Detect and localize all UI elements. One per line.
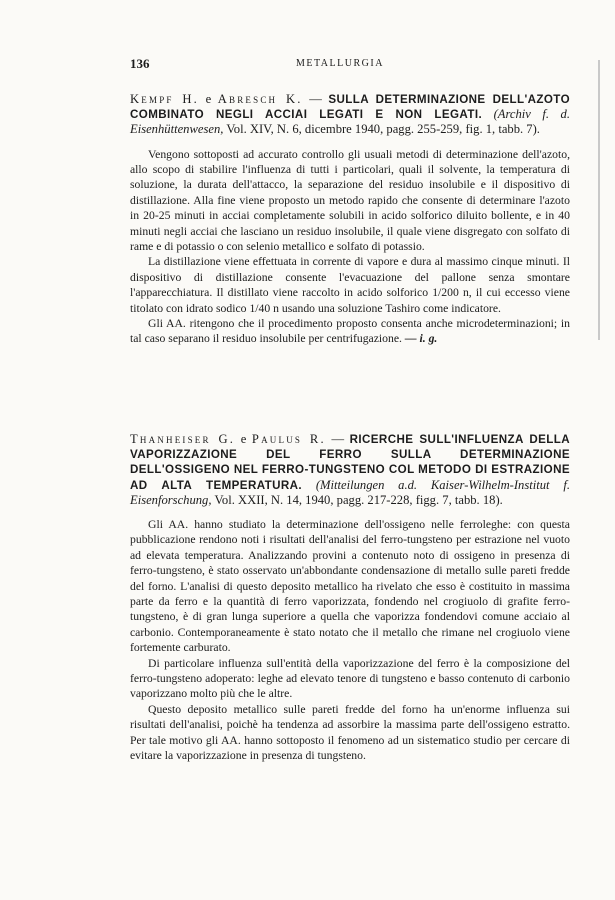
article-2-paragraph: Questo deposito metallico sulle pareti fredde del forno ha un'enorme influenza sui risultati dell'analisi, poichè ha tendenza ad assorbire la massima parte dell'ossigeno estratto. Per tale motivo gli AA. hanno sottoposto il fenomeno ad un sistematico studio per cercare di evitare la vaporizzazione in presenza di tungsteno. bbox=[130, 702, 570, 763]
article-1-author-2: Abresch K. bbox=[217, 92, 303, 106]
article-2 bbox=[130, 432, 570, 764]
article-2-author-1: Thanheiser G. bbox=[130, 432, 236, 446]
article-2-body bbox=[130, 517, 570, 764]
article-1-paragraph: La distillazione viene effettuata in corrente di vapore e dura al massimo cinque minuti. Il dispositivo di distillazione consente l'evacuazione del pallone senza smontare l'apparecchiatura. Il distillato viene raccolto in acido solforico 1/200 n, il cui eccesso viene titolato con idrato sodico 1/40 n usando una soluzione Tashiro come indicatore. bbox=[130, 255, 570, 315]
article-2-journal: (Mitteilungen a.d. Kaiser-Wilhelm-Institut f. Eisenforschung, bbox=[130, 477, 570, 507]
article-1-citation: Vol. XIV, N. 6, dicembre 1940, pagg. 255-259, fig. 1, tabb. 7). bbox=[226, 122, 540, 137]
article-1-title: SULLA DETERMINAZIONE DELL'AZOTO COMBINATO NEGLI ACCIAI LEGATI E NON LEGATI. bbox=[130, 93, 570, 122]
article-1-author-1: Kempf H. bbox=[130, 92, 200, 106]
article-1-body bbox=[130, 147, 570, 347]
article-1-journal: (Archiv f. d. Eisenhüttenwesen, bbox=[130, 107, 570, 137]
article-1-dash: — bbox=[309, 92, 322, 106]
article-1-paragraph-text: Gli AA. ritengono che il procedimento proposto consenta anche microdeterminazioni; in tal caso separano il residuo insolubile per centrifugazione. bbox=[130, 317, 570, 346]
article-1 bbox=[130, 92, 570, 347]
article-1-signature: — i. g. bbox=[404, 332, 438, 346]
page-number: 136 bbox=[130, 56, 150, 71]
article-2-heading bbox=[130, 432, 570, 508]
article-1-paragraph: Vengono sottoposti ad accurato controllo gli usuali metodi di determinazione dell'azoto, allo scopo di stabilire l'influenza di tutti i particolari, quali il solvente, la temperatura di soluzione, la durata dell'attacco, la separazione del residuo insolubile e il dispositivo di distillazione. Alla fine viene proposto un metodo rapido che consente di determinare l'azoto in 20-25 minuti in acciai completamente solubili in acido solforico diluito bollente, e in 40 minuti negli acciai che lasciano un residuo insolubile, il quale viene disgregato con solfato di rame e di potassio o con selenio metallico e solfato di potassio. bbox=[130, 147, 570, 254]
article-2-paragraph: Di particolare influenza sull'entità della vaporizzazione del ferro è la composizione del ferro-tungsteno adoperato: leghe ad elevato tenore di tungsteno e basso contenuto di carbonio vaporizzano molto più che le altre. bbox=[130, 656, 570, 701]
article-1-paragraph bbox=[130, 316, 570, 347]
article-2-paragraph: Gli AA. hanno studiato la determinazione dell'ossigeno nelle ferroleghe: con questa pubblicazione rendono noti i risultati dell'analisi del ferro-tungsteno per estrazione nel vuoto ad elevata temperatura. Analizzando provini a contenuto noto di ossigeno in presenza di ferro-tungsteno, è stato osservato un'abbondante condensazione di metallo sulle pareti fredde del forno. L'analisi di questo deposito metallico ha rivelato che esso è costituito in massima parte da ferro e la quantità di ferro vaporizzata, fondendo nel crogiuolo di grafite ferro-tungsteno, è di gran lunga superiore a quella che vaporizza fondendovi comune acciaio al carbonio. Contemporaneamente è stato notato che il metallo che rimane nel crogiuolo viene fortemente carburato. bbox=[130, 518, 570, 655]
article-2-dash: — bbox=[331, 432, 345, 446]
article-2-author-2: Paulus R. bbox=[251, 432, 326, 446]
article-2-citation: Vol. XXII, N. 14, 1940, pagg. 217-228, figg. 7, tabb. 18). bbox=[214, 492, 503, 507]
margin-rule bbox=[598, 60, 600, 340]
article-2-title: RICERCHE SULL'INFLUENZA DELLA VAPORIZZAZIONE DEL FERRO SULLA DETERMINAZIONE DELL'OSSIGENO NEL FERRO-TUNGSTENO COL METODO DI ESTRAZIONE AD ALTA TEMPERATURA. bbox=[130, 433, 571, 492]
running-head: METALLURGIA bbox=[296, 58, 384, 69]
article-2-conj: e bbox=[240, 432, 247, 446]
article-1-heading bbox=[130, 92, 570, 138]
article-1-conj: e bbox=[205, 92, 212, 106]
